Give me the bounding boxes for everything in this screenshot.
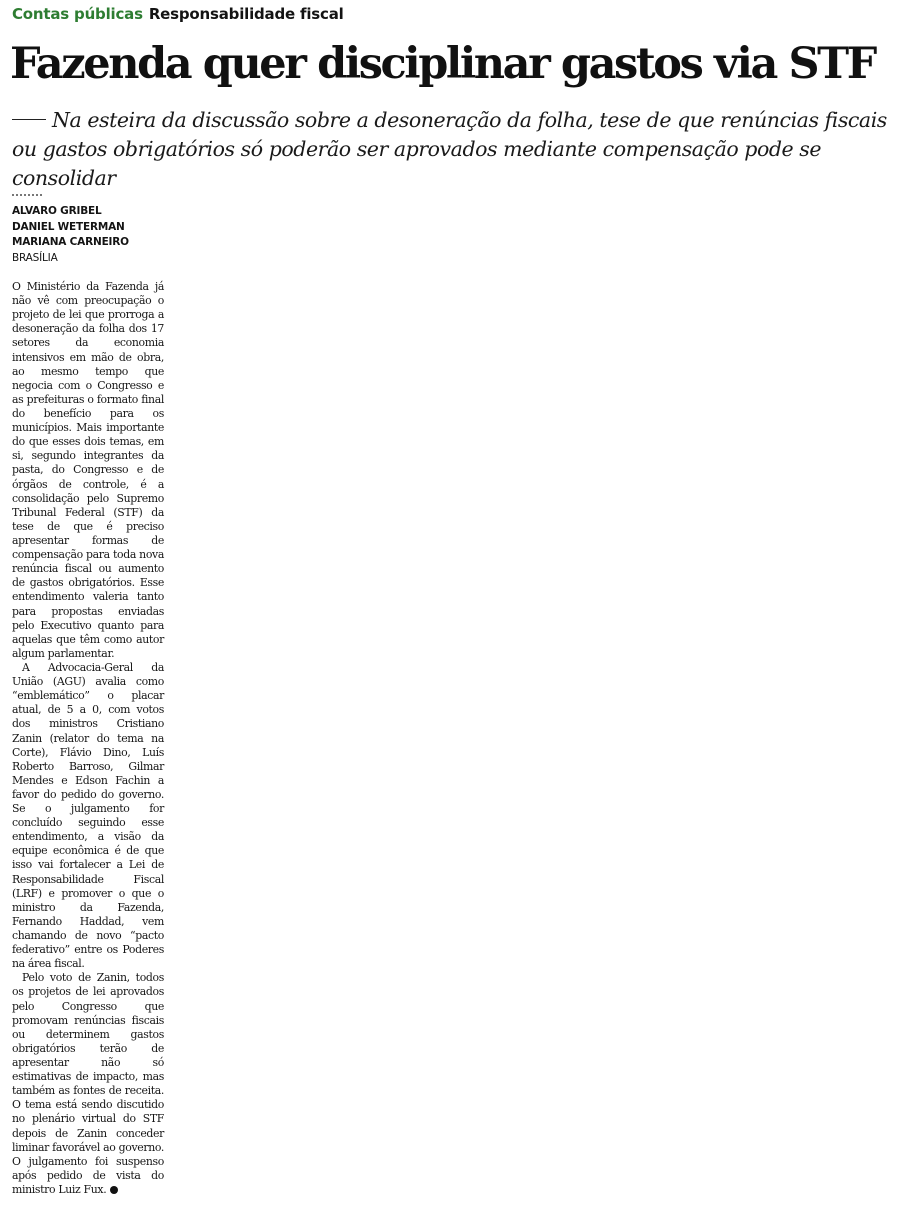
subtitle-text: Na esteira da discussão sobre a desoneração da folha, tese de que renúncias fiscais ou gastos obrigatórios só poderão ser aprovados mediante compensação pode se consolidar — [12, 108, 887, 190]
body-paragraph: A Advocacia-Geral da União (AGU) avalia como “emblemático” o placar atual, de 5 a 0, com votos dos ministros Cristiano Zanin (relator do tema na Corte), Flávio Dino, Luís Roberto Barroso, Gilmar Mendes e Edson Fachin a favor do pedido do governo. Se o julgamento for concluído seguindo esse entendimento, a visão da equipe econômica é de que isso vai fortalecer a Lei de Responsabilidade Fiscal (LRF) e promover o que o ministro da Fazenda, Fernando Haddad, vem chamando de novo “pacto federativo” entre os Poderes na área fiscal. — [12, 660, 164, 971]
author-name: ALVARO GRIBEL — [12, 205, 102, 217]
headline: Fazenda quer disciplinar gastos via STF — [10, 39, 875, 89]
author-name: DANIEL WETERMAN — [12, 220, 125, 233]
dateline-place: BRASÍLIA — [12, 251, 58, 264]
subtitle-dash — [12, 119, 46, 120]
author-name: MARIANA CARNEIRO — [12, 236, 129, 248]
body-paragraph-text: Pelo voto de Zanin, todos os projetos de lei aprovados pelo Congresso que promovam renúncias fiscais ou determinem gastos obrigatórios terão de apresentar não só estimativas de impacto, mas também as fontes de receita. O tema está sendo discutido no plenário virtual do STF depois de Zanin conceder liminar favorável ao governo. O julgamento foi suspenso após pedido de vista do ministro Luiz Fux. — [12, 971, 164, 1196]
kicker — [12, 5, 344, 23]
byline — [12, 204, 129, 266]
body-paragraph — [12, 971, 164, 1197]
end-of-article-icon — [110, 1186, 118, 1194]
byline-divider — [12, 194, 42, 196]
article-body — [12, 280, 164, 1197]
section-label[interactable]: Contas públicas — [12, 5, 143, 23]
body-paragraph: O Ministério da Fazenda já não vê com preocupação o projeto de lei que prorroga a desoneração da folha dos 17 setores da economia intensivos em mão de obra, ao mesmo tempo que negocia com o Congresso e as prefeituras o formato final do benefício para os municípios. Mais importante do que esses dois temas, em si, segundo integrantes da pasta, do Congresso e de órgãos de controle, é a consolidação pelo Supremo Tribunal Federal (STF) da tese de que é preciso apresentar formas de compensação para toda nova renúncia fiscal ou aumento de gastos obrigatórios. Esse entendimento valeria tanto para propostas enviadas pelo Executivo quanto para aquelas que têm como autor algum parlamentar. — [12, 280, 164, 660]
topic-label[interactable]: Responsabilidade fiscal — [148, 5, 344, 23]
subtitle — [12, 106, 890, 193]
